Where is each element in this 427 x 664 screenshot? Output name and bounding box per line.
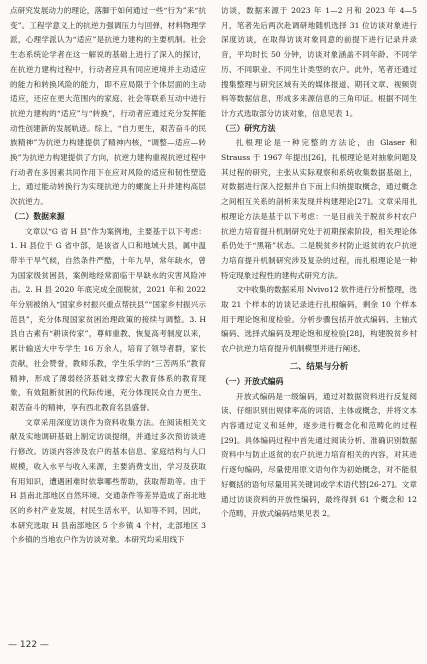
chapter-heading: 二、结果与分析 [289,360,349,371]
paragraph: 文章以“G 省 H 县”作为案例地，主要基于以下考虑：1. H 县位于 G 省中部，是该省人口和地域大县，属中温带半干旱气候，自然条件严酷，十年九旱，常年缺水，曾为国家级贫困县，案例地经常面临干旱缺水的灾害风险冲击。2. H 县 2020 年底完成全面脱贫，2021 年和 2022 年分别被纳入“国家乡村振兴重点帮扶县”“国家乡村振兴示范县”，充分体现国家贫困治理政策的接续与调整。3. H 县自古素有“耕读传家”，尊师重教、恢复高考制度以来，累计输送大中专学生 16 万余人，培育了领导者群，家长贡献，社会赞誉，教师乐教，学生乐学的“三苦两乐”教育精神，形成了薄弱经济基础支撑宏大教育体系的教育现象，有效阻断贫困的代际传递，充分体现民众自力更生、艰苦奋斗的精神，享有西北教育名县盛誉。 [10,226,206,412]
paragraph: 文章采用深度访谈作为资料收集方法。在阅读相关文献及实地调研基础上制定访谈提纲，并通过多次预访谈进行修改。访谈内容涉及农户的基本信息、家庭结构与人口规模，收入水平与收入来源，主要消费支出，学习及获取有用知识，遭遇困难时依靠哪些帮助，获取帮助等。由于 H 县南北部地区自然环境、交通条件等差异造成了南北地区的乡村产业发展，村民生活水平，认知等不同，因此，本研究选取 H 县南部地区 5 个乡镇 4 个村，北部地区 3 个乡镇的当地农户作为访谈对象。本研究均采用线下 [10,417,206,545]
left-column [10,4,206,634]
right-column [221,4,417,634]
section-heading: （二）数据来源 [10,211,65,221]
paragraph: 点研究发展动力的理论，落脚于如何通过一些“行为”来“抗变”。工程学意义上的抗逆力强调压力与回弹，材料物理学派，心理学派认为“适应”是抗逆力建构的主要机制。社会生态系统论学者在这一解说的基础上进行了深入的探讨，在抗逆力建构过程中，行动者应具有同应逆境并主动适应的能力和转换风险的能力，即不应局限于个体层面的主动适应，还应在更大范围内的家庭、社会等联系互动中进行抗逆力建构的“适应”与“转换”，行动者应通过充分发挥能动性创建新的发展轨迹。综上，“自力更生，艰苦奋斗的民族精神”为抗逆力构建提供了精神内核，“调整—适应—转换”为抗逆力构建提供了方向，抗逆力建构重视抗逆过程中行动者在多因素共同作用下在应对风险的适应和韧性塑造上，通过能动转换行为实现抗逆力的螺旋上升并建构高层次抗逆力。 [10,6,206,207]
paragraph: 访谈，数据来源于 2023 年 1—2 月和 2023 年 4—5 月，笔者先后两次赴调研地随机选择 31 位访谈对象进行深度访谈，在取得访谈对象同意的前提下进行记录并录音，平均时长 50 分钟，访谈对象涵盖不同年龄、不同学历、不同职业、不同生计类型的农户。此外，笔者还通过搜集整理与研究区域有关的媒体报道、期刊文章、视频资料等数据信息，形成多来源信息的三角印证。根据不同生计方式选取部分访谈对象，信息见表 1。 [221,6,417,118]
section-heading: （一）开放式编码 [221,376,284,386]
page-number: — 122 — [8,640,49,650]
paragraph: 扎根理论是一种完整的方法论，由 Glaser 和 Strauss 于 1967 年提出[26]，扎根理论是对抽象问题及其过程的研究，主张从实际观察和系统收集数据基础上，对数据进行深入挖掘并自下而上归纳提取概念，通过概念之间相互关系的剖析来发现并构建理论[27]。文章采用扎根理论方法是基于以下考虑：一是目前关于脱贫乡村农户抗逆力培育提升机制研究处于初期探索阶段，相关理论体系仍处于“黑箱”状态。二是脱贫乡村防止返贫的农户抗逆力培育提升机制研究涉及复杂的过程，而扎根理论是一种特定现象过程性的建构式研究方法。 [221,138,417,280]
paragraph: 文中收集的数据采用 Nvivo12 软件进行分析整理，选取 21 个样本的访谈记录进行扎根编码，剩余 10 个样本用于理论饱和度检验。分析步骤包括开放式编码、主轴式编码、选择式编码及理论饱和度检验[28]，构建脱贫乡村农户抗逆力培育提升机制模型并进行阐述。 [221,285,417,354]
section-heading: （三）研究方法 [221,123,276,133]
paragraph: 开放式编码是一级编码，通过对数据资料进行反复阅读、仔细识别出规律率高的词语、主体或概念，并将文本内容通过定义和延伸，逐步进行概念化和范畴化的过程[29]。具体编码过程中首先通过阅读分析、准确识别数据资料中与防止返贫的农户抗逆力培育相关的内容，对其进行逐句编码，尽量使用原文语句作为初始概念，对不能很好概括的语句尽量用其关键词或学术语代替[26-27]。文章通过访谈资料的开放性编码，最终得到 61 个概念和 12 个范畴，开放式编码结果见表 2。 [221,391,417,519]
